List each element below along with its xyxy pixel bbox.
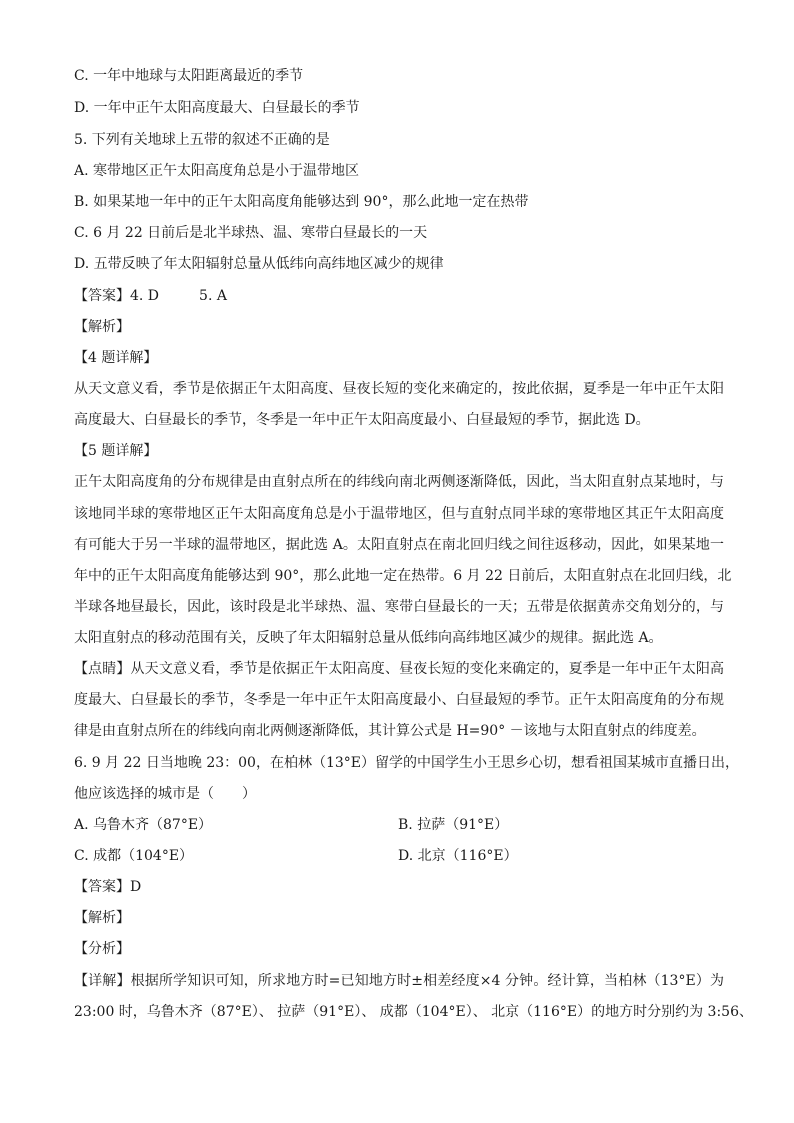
pointers-text: 从天文意义看，季节是依据正午太阳高度、昼夜长短的变化来确定的，夏季是一年中正午太阳高 bbox=[130, 661, 725, 677]
q6-stem: 6. 9 月 22 日当地晚 23：00，在柏林（13°E）留学的中国学生小王思乡心切，想看祖国某城市直播日出， bbox=[74, 755, 739, 771]
q5-option-c: C. 6 月 22 日前后是北半球热、温、寒带白昼最长的一天 bbox=[74, 225, 428, 241]
q6-option-d: D. 北京（116°E） bbox=[398, 848, 518, 864]
detail4-line: 从天文意义看，季节是依据正午太阳高度、昼夜长短的变化来确定的，按此依据，夏季是一年中正午太阳 bbox=[74, 381, 724, 397]
detail5-line: 正午太阳高度角的分布规律是由直射点所在的纬线向南北两侧逐渐降低，因此，当太阳直射点某地时，与 bbox=[74, 474, 724, 490]
answer-4: 4. D bbox=[130, 288, 160, 304]
q5-option-d: D. 五带反映了年太阳辐射总量从低纬向高纬地区减少的规律 bbox=[74, 256, 444, 272]
answer6-detail: 23:00 时，乌鲁木齐（87°E）、 拉萨（91°E）、 成都（104°E）、 北京（116°E）的地方时分别约为 3:56、 bbox=[74, 1004, 753, 1020]
detail5-line: 半球各地昼最长，因此，该时段是北半球热、温、寒带白昼最长的一天；五带是依据黄赤交角划分的，与 bbox=[74, 599, 724, 615]
detail5-line: 年中的正午太阳高度角能够达到 90°，那么此地一定在热带。6 月 22 日前后，太阳直射点在北回归线，北 bbox=[74, 568, 732, 584]
analysis-label: 【解析】 bbox=[74, 319, 130, 335]
detail4-heading: 【4 题详解】 bbox=[74, 350, 158, 366]
detail5-line: 该地同半球的寒带地区正午太阳高度角总是小于温带地区，但与直射点同半球的寒带地区其正午太阳高度 bbox=[74, 506, 724, 522]
pointers-line: 律是由直射点所在的纬线向南北两侧逐渐降低，其计算公式是 H=90° －该地与太阳直射点的纬度差。 bbox=[74, 723, 706, 739]
answer6-analysis: 【解析】 bbox=[74, 910, 130, 926]
pointers-line: 度最大、白昼最长的季节，冬季是一年中正午太阳高度最小、白昼最短的季节。正午太阳高度角的分布规 bbox=[74, 692, 724, 708]
q4-option-d: D. 一年中正午太阳高度最大、白昼最长的季节 bbox=[74, 100, 360, 116]
answer-5: 5. A bbox=[199, 288, 227, 304]
q6-option-a: A. 乌鲁木齐（87°E） bbox=[74, 817, 213, 833]
q6-option-b: B. 拉萨（91°E） bbox=[398, 817, 509, 833]
q5-stem: 5. 下列有关地球上五带的叙述不正确的是 bbox=[74, 132, 330, 148]
answer6-detail: 【详解】根据所学知识可知，所求地方时=已知地方时±相差经度×4 分钟。经计算，当柏林（13°E）为 bbox=[74, 973, 724, 989]
q6-stem: 他应该选择的城市是（ ） bbox=[74, 786, 256, 802]
q4-option-c: C. 一年中地球与太阳距离最近的季节 bbox=[74, 68, 304, 84]
pointers-line bbox=[74, 660, 724, 678]
detail5-heading: 【5 题详解】 bbox=[74, 443, 158, 459]
detail5-line: 太阳直射点的移动范围有关，反映了年太阳辐射总量从低纬向高纬地区减少的规律。据此选 A。 bbox=[74, 630, 663, 646]
answer-label: 【答案】 bbox=[74, 288, 130, 304]
q5-option-a: A. 寒带地区正午太阳高度角总是小于温带地区 bbox=[74, 163, 360, 179]
answer6-analysis2: 【分析】 bbox=[74, 941, 130, 957]
q6-option-c: C. 成都（104°E） bbox=[74, 848, 194, 864]
pointers-label: 【点睛】 bbox=[74, 661, 131, 677]
detail4-line: 高度最大、白昼最长的季节，冬季是一年中正午太阳高度最小、白昼最短的季节，据此选 D。 bbox=[74, 412, 650, 428]
answer6-answer: 【答案】D bbox=[74, 879, 142, 895]
answer-line bbox=[74, 287, 724, 305]
q5-option-b: B. 如果某地一年中的正午太阳高度角能够达到 90°，那么此地一定在热带 bbox=[74, 194, 529, 210]
detail5-line: 有可能大于另一半球的温带地区，据此选 A。太阳直射点在南北回归线之间往返移动，因此，如果某地一 bbox=[74, 537, 724, 553]
